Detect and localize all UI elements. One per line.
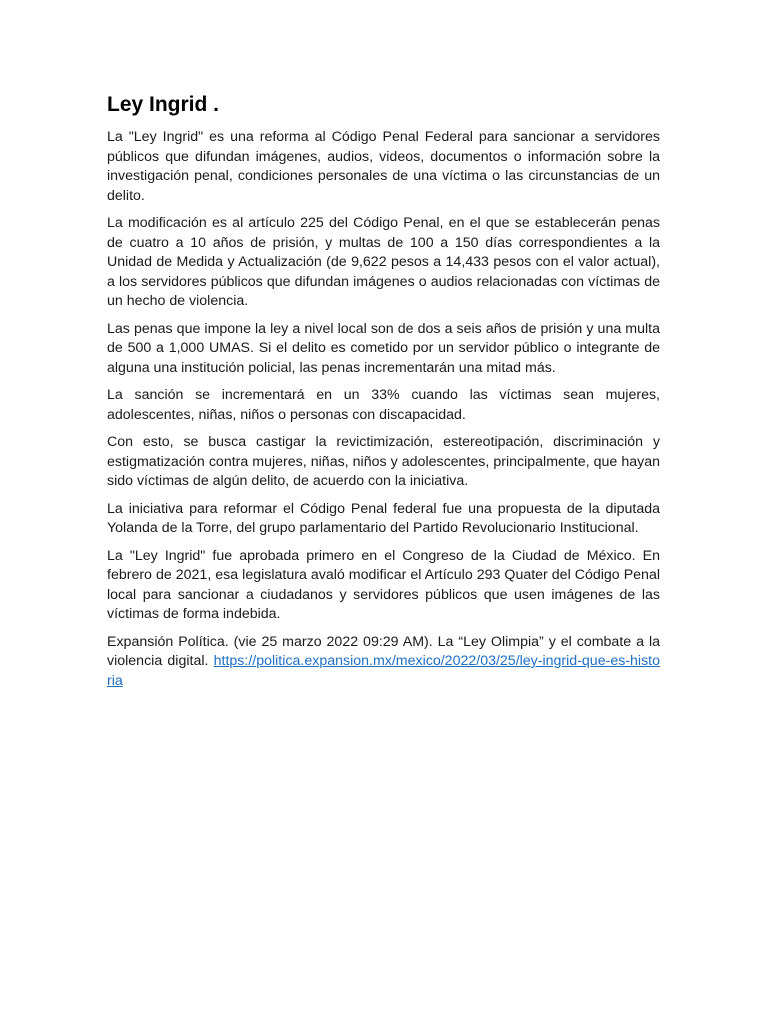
citation [107, 633, 660, 692]
document-page [107, 92, 660, 699]
paragraph-2: La modificación es al artículo 225 del Código Penal, en el que se establecerán penas de cuatro a 10 años de prisión, y multas de 100 a 150 días correspondientes a la Unidad de Medida y Actualización (de 9,622 pesos a 14,433 pesos con el valor actual), a los servidores públicos que difundan imágenes o audios relacionadas con víctimas de un hecho de violencia. [107, 215, 660, 309]
paragraph-1: La "Ley Ingrid" es una reforma al Código Penal Federal para sancionar a servidores públicos que difundan imágenes, audios, videos, documentos o información sobre la investigación penal, condiciones personales de una víctima o las circunstancias de un delito. [107, 129, 660, 204]
paragraph-3: Las penas que impone la ley a nivel local son de dos a seis años de prisión y una multa de 500 a 1,000 UMAS. Si el delito es cometido por un servidor público o integrante de alguna una institución policial, las penas incrementarán una mitad más. [107, 320, 660, 376]
citation-link[interactable]: https://politica.expansion.mx/mexico/2022/03/25/ley-ingrid-que-es-historia [107, 653, 660, 689]
paragraph-6: La iniciativa para reformar el Código Penal federal fue una propuesta de la diputada Yolanda de la Torre, del grupo parlamentario del Partido Revolucionario Institucional. [107, 500, 660, 536]
document-title: Ley Ingrid . [107, 93, 220, 116]
citation-text: Expansión Política. (vie 25 marzo 2022 09:29 AM). La “Ley Olimpia” y el combate a la violencia digital. [107, 633, 660, 669]
paragraph-7: La "Ley Ingrid" fue aprobada primero en el Congreso de la Ciudad de México. En febrero de 2021, esa legislatura avaló modificar el Artículo 293 Quater del Código Penal local para sancionar a ciudadanos y servidores públicos que usen imágenes de las víctimas de forma indebida. [107, 547, 660, 622]
paragraph-4: La sanción se incrementará en un 33% cuando las víctimas sean mujeres, adolescentes, niñas, niños o personas con discapacidad. [107, 387, 660, 423]
paragraph-5: Con esto, se busca castigar la revictimización, estereotipación, discriminación y estigmatización contra mujeres, niñas, niños y adolescentes, principalmente, que hayan sido víctimas de algún delito, de acuerdo con la iniciativa. [107, 434, 660, 489]
